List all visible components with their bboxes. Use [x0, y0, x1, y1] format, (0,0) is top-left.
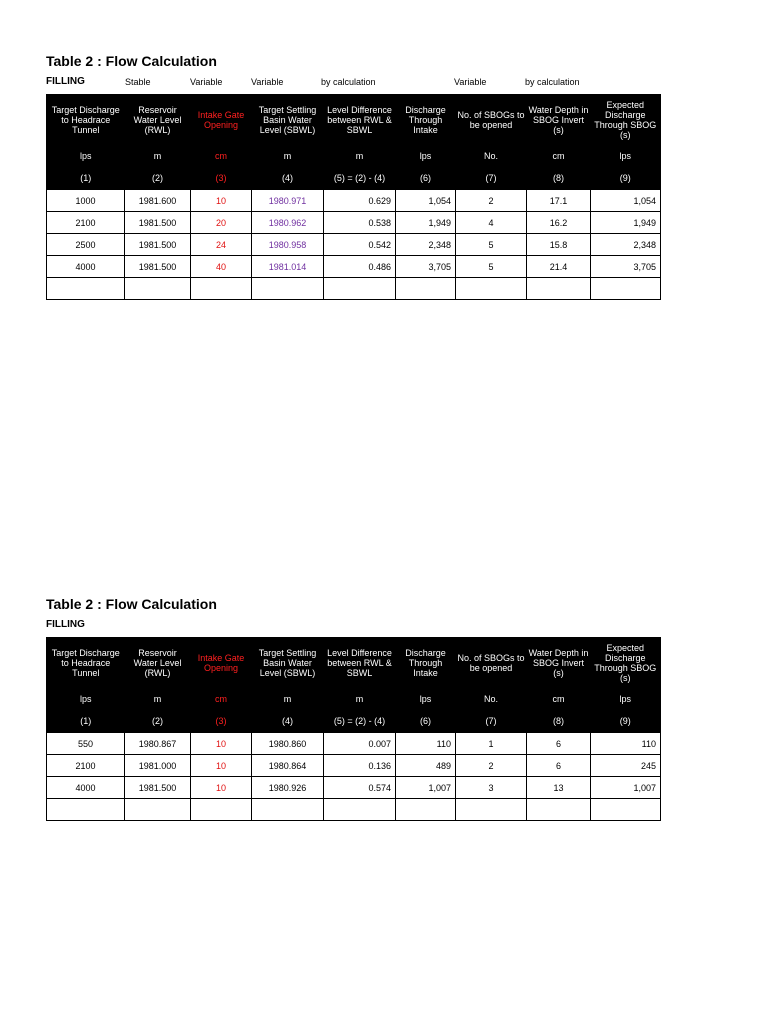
table-cell: 2100	[47, 755, 125, 777]
table-cell	[456, 278, 527, 300]
column-header: Discharge Through Intake	[396, 95, 456, 146]
table-cell: 3,705	[591, 256, 661, 278]
column-header: Target Settling Basin Water Level (SBWL)	[252, 638, 324, 689]
table-cell: 550	[47, 733, 125, 755]
mode-row	[46, 615, 660, 637]
column-number: (5) = (2) - (4)	[324, 167, 396, 190]
mode-label: FILLING	[46, 619, 85, 630]
column-number: (3)	[191, 167, 252, 190]
column-number: (7)	[456, 710, 527, 733]
table-cell: 0.007	[324, 733, 396, 755]
table-cell	[527, 799, 591, 821]
column-header: Intake Gate Opening	[191, 95, 252, 146]
table-cell	[191, 278, 252, 300]
table-row-empty	[47, 278, 661, 300]
table-cell: 2	[456, 190, 527, 212]
column-type-label: Variable	[190, 77, 223, 87]
column-number-row	[47, 710, 661, 733]
column-number: (9)	[591, 167, 661, 190]
column-header: Expected Discharge Through SBOG (s)	[591, 638, 661, 689]
unit-cell: lps	[396, 688, 456, 710]
table-cell: 1981.500	[125, 234, 191, 256]
column-number: (2)	[125, 710, 191, 733]
table-cell: 10	[191, 733, 252, 755]
table-cell: 6	[527, 755, 591, 777]
unit-cell: cm	[527, 145, 591, 167]
column-header: Reservoir Water Level (RWL)	[125, 95, 191, 146]
table-cell	[252, 278, 324, 300]
table-cell: 110	[591, 733, 661, 755]
unit-cell: cm	[191, 688, 252, 710]
flow-calculation-section-1	[46, 50, 660, 300]
table-cell: 1,949	[396, 212, 456, 234]
column-type-label: by calculation	[525, 77, 580, 87]
column-header: Water Depth in SBOG Invert (s)	[527, 95, 591, 146]
unit-cell: lps	[47, 688, 125, 710]
column-number: (3)	[191, 710, 252, 733]
column-type-row	[46, 72, 660, 94]
table-cell	[324, 799, 396, 821]
table-cell: 2,348	[591, 234, 661, 256]
table-cell	[252, 799, 324, 821]
table-cell: 6	[527, 733, 591, 755]
table-row	[47, 755, 661, 777]
column-header: Target Settling Basin Water Level (SBWL)	[252, 95, 324, 146]
column-number: (6)	[396, 710, 456, 733]
table-cell	[47, 799, 125, 821]
column-header: Level Difference between RWL & SBWL	[324, 638, 396, 689]
unit-cell: m	[125, 145, 191, 167]
column-number: (9)	[591, 710, 661, 733]
table-cell: 1000	[47, 190, 125, 212]
table-cell	[396, 278, 456, 300]
column-header: Water Depth in SBOG Invert (s)	[527, 638, 591, 689]
table-cell: 0.542	[324, 234, 396, 256]
table-cell: 21.4	[527, 256, 591, 278]
table-cell: 13	[527, 777, 591, 799]
unit-cell: No.	[456, 145, 527, 167]
table-cell: 2	[456, 755, 527, 777]
table-cell	[191, 799, 252, 821]
flow-calculation-table	[46, 94, 661, 300]
column-type-label: by calculation	[321, 77, 376, 87]
table-cell	[125, 799, 191, 821]
column-header: Level Difference between RWL & SBWL	[324, 95, 396, 146]
table-cell: 1,007	[396, 777, 456, 799]
table-row	[47, 777, 661, 799]
mode-label: FILLING	[46, 76, 85, 87]
column-number: (8)	[527, 710, 591, 733]
column-number: (4)	[252, 710, 324, 733]
table-cell: 1,054	[591, 190, 661, 212]
table-cell: 20	[191, 212, 252, 234]
column-type-label: Variable	[454, 77, 487, 87]
table-cell: 1980.864	[252, 755, 324, 777]
column-number: (6)	[396, 167, 456, 190]
column-header: No. of SBOGs to be opened	[456, 638, 527, 689]
column-header: Expected Discharge Through SBOG (s)	[591, 95, 661, 146]
table-cell: 0.538	[324, 212, 396, 234]
table-cell: 24	[191, 234, 252, 256]
column-header: No. of SBOGs to be opened	[456, 95, 527, 146]
table-cell: 16.2	[527, 212, 591, 234]
unit-cell: m	[252, 145, 324, 167]
table-cell: 245	[591, 755, 661, 777]
table-cell: 2,348	[396, 234, 456, 256]
unit-cell: m	[125, 688, 191, 710]
table-cell	[396, 799, 456, 821]
table-cell: 5	[456, 256, 527, 278]
table-row	[47, 190, 661, 212]
column-number: (2)	[125, 167, 191, 190]
table-row-empty	[47, 799, 661, 821]
table-cell: 4000	[47, 777, 125, 799]
column-number: (8)	[527, 167, 591, 190]
table-cell	[591, 799, 661, 821]
header-row	[47, 638, 661, 689]
table-cell: 10	[191, 190, 252, 212]
table-cell: 10	[191, 755, 252, 777]
table-title: Table 2 : Flow Calculation	[46, 596, 217, 612]
table-cell: 1,949	[591, 212, 661, 234]
table-row	[47, 256, 661, 278]
table-cell	[527, 278, 591, 300]
unit-cell: lps	[591, 145, 661, 167]
table-cell	[47, 278, 125, 300]
table-cell: 1980.958	[252, 234, 324, 256]
unit-cell: m	[252, 688, 324, 710]
unit-cell: cm	[191, 145, 252, 167]
unit-cell: lps	[591, 688, 661, 710]
table-cell: 17.1	[527, 190, 591, 212]
table-cell: 2100	[47, 212, 125, 234]
table-cell	[591, 278, 661, 300]
table-row	[47, 212, 661, 234]
column-header: Reservoir Water Level (RWL)	[125, 638, 191, 689]
table-cell: 0.486	[324, 256, 396, 278]
unit-cell: lps	[47, 145, 125, 167]
table-cell: 1,054	[396, 190, 456, 212]
table-cell: 1981.000	[125, 755, 191, 777]
table-cell: 110	[396, 733, 456, 755]
unit-row	[47, 145, 661, 167]
table-cell	[456, 799, 527, 821]
column-header: Target Discharge to Headrace Tunnel	[47, 638, 125, 689]
column-number: (4)	[252, 167, 324, 190]
table-cell: 1980.867	[125, 733, 191, 755]
column-number: (5) = (2) - (4)	[324, 710, 396, 733]
table-cell: 1,007	[591, 777, 661, 799]
table-row	[47, 234, 661, 256]
table-cell: 1	[456, 733, 527, 755]
table-title: Table 2 : Flow Calculation	[46, 53, 217, 69]
unit-cell: cm	[527, 688, 591, 710]
column-number: (1)	[47, 167, 125, 190]
column-header: Intake Gate Opening	[191, 638, 252, 689]
table-cell: 1980.860	[252, 733, 324, 755]
table-cell: 10	[191, 777, 252, 799]
unit-cell: No.	[456, 688, 527, 710]
column-number: (1)	[47, 710, 125, 733]
table-cell: 0.136	[324, 755, 396, 777]
table-cell: 1980.926	[252, 777, 324, 799]
column-type-label: Stable	[125, 77, 151, 87]
unit-cell: m	[324, 688, 396, 710]
unit-row	[47, 688, 661, 710]
table-cell: 3	[456, 777, 527, 799]
table-cell: 15.8	[527, 234, 591, 256]
column-header: Discharge Through Intake	[396, 638, 456, 689]
header-row	[47, 95, 661, 146]
table-cell: 0.574	[324, 777, 396, 799]
table-cell	[324, 278, 396, 300]
table-cell: 489	[396, 755, 456, 777]
unit-cell: lps	[396, 145, 456, 167]
table-cell: 1980.971	[252, 190, 324, 212]
flow-calculation-table	[46, 637, 661, 821]
table-cell: 1980.962	[252, 212, 324, 234]
table-cell: 1981.600	[125, 190, 191, 212]
table-cell: 3,705	[396, 256, 456, 278]
unit-cell: m	[324, 145, 396, 167]
column-number-row	[47, 167, 661, 190]
table-cell: 1981.500	[125, 212, 191, 234]
table-cell: 2500	[47, 234, 125, 256]
table-cell: 5	[456, 234, 527, 256]
table-cell: 40	[191, 256, 252, 278]
table-cell: 1981.500	[125, 777, 191, 799]
column-header: Target Discharge to Headrace Tunnel	[47, 95, 125, 146]
flow-calculation-section-2	[46, 593, 660, 821]
table-cell: 4000	[47, 256, 125, 278]
column-type-label: Variable	[251, 77, 284, 87]
column-number: (7)	[456, 167, 527, 190]
table-cell	[125, 278, 191, 300]
table-cell: 4	[456, 212, 527, 234]
table-cell: 1981.500	[125, 256, 191, 278]
table-row	[47, 733, 661, 755]
table-cell: 0.629	[324, 190, 396, 212]
table-cell: 1981.014	[252, 256, 324, 278]
